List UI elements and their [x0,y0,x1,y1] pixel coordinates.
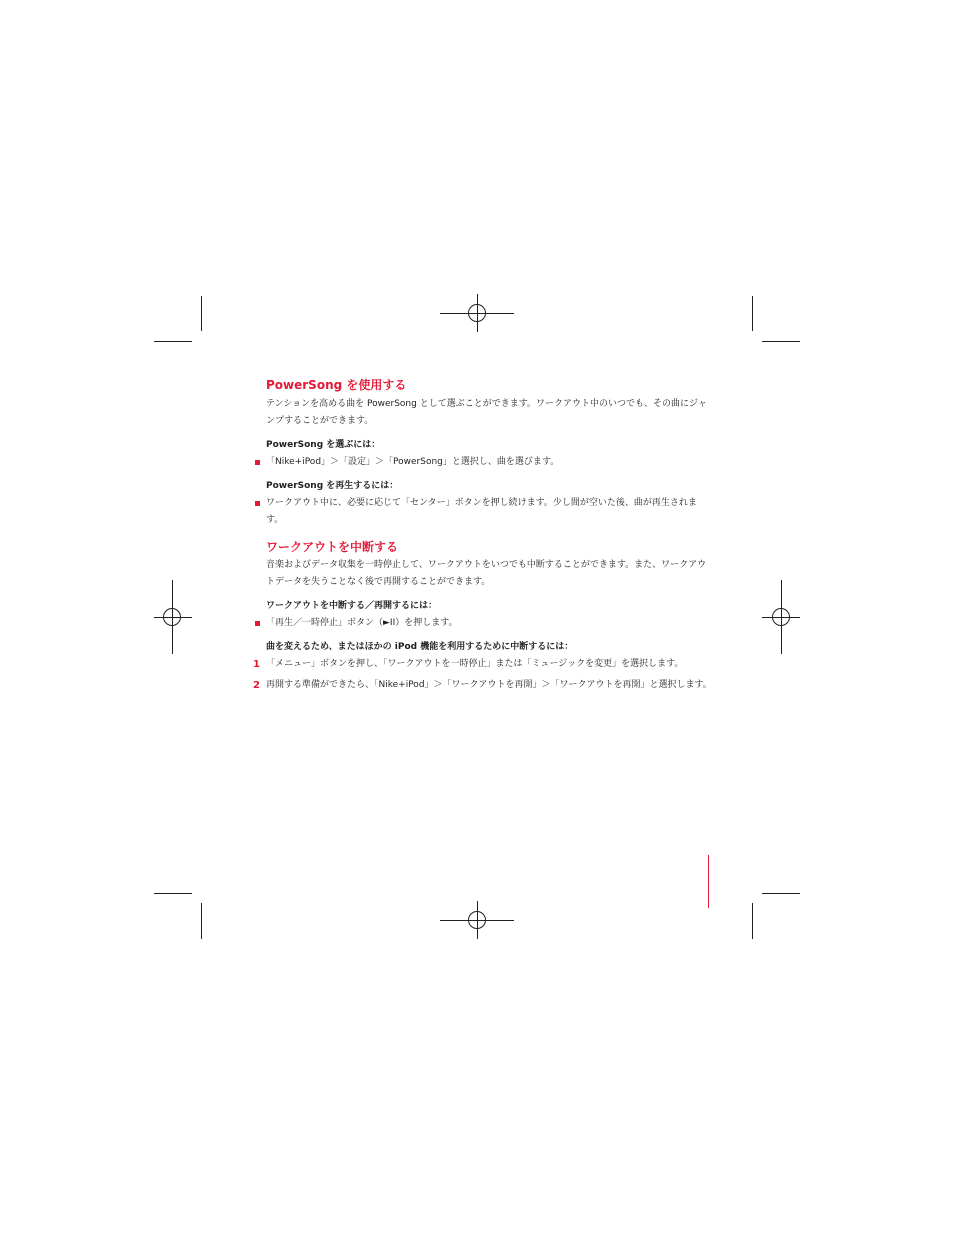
crop-mark [762,341,800,342]
step-text: 「メニュー」ボタンを押し、「ワークアウトを一時停止」または「ミュージックを変更」を選択します。 [266,659,684,669]
numbered-step [253,656,712,673]
list-item [266,454,712,471]
step-number: 1 [253,659,260,670]
bullet-icon [255,501,260,506]
list-item-text: 「再生／一時停止」ボタン（►II）を押します。 [266,618,458,628]
section-body: テンションを高める曲を PowerSong として選ぶことができます。ワークアウト中のいつでも、その曲にジャンプすることができます。 [266,399,707,426]
section-body: 音楽およびデータ収集を一時停止して、ワークアウトをいつでも中断することができます。また、ワークアウトデータを失うことなく後で再開することができます。 [266,560,707,587]
bullet-icon [255,460,260,465]
section-title: ワークアウトを中断する [266,540,399,554]
task-heading: PowerSong を再生するには： [266,481,399,491]
crop-mark [154,341,192,342]
step-text: 再開する準備ができたら、「Nike+iPod」＞「ワークアウトを再開」＞「ワークアウトを再開」と選択します。 [266,680,712,690]
list-item [266,615,712,632]
steps-heading: 曲を変えるため、またはほかの iPod 機能を利用するために中断するには： [266,642,574,652]
crop-mark [201,903,202,939]
task-heading: ワークアウトを中断する／再開するには： [266,601,438,611]
crop-mark [752,903,753,939]
step-number: 2 [253,680,260,691]
list-item-text: 「Nike+iPod」＞「設定」＞「PowerSong」と選択し、曲を選びます。 [266,457,560,467]
list-item-text: ワークアウト中に、必要に応じて「センター」ボタンを押し続けます。少し間が空いた後、曲が再生されます。 [266,498,697,525]
section-title: PowerSong を使用する [266,378,407,392]
list-item [266,495,712,529]
bullet-icon [255,621,260,626]
numbered-step [253,677,712,694]
task-heading: PowerSong を選ぶには： [266,440,381,450]
crop-mark [762,893,800,894]
crop-mark [752,296,753,331]
document-content [253,376,712,694]
page-accent-bar [708,855,709,908]
crop-mark [201,296,202,331]
crop-mark [154,893,192,894]
